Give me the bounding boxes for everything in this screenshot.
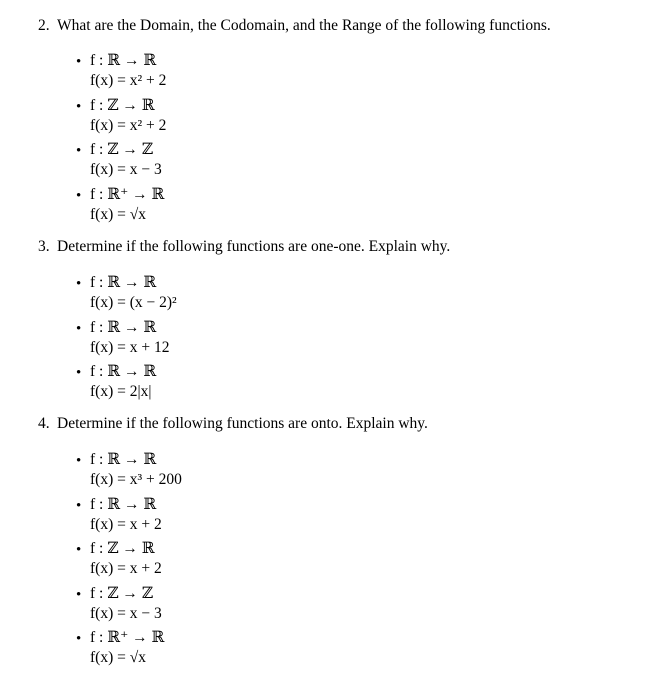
question-text: Determine if the following functions are one-one. Explain why. — [57, 238, 451, 255]
function-definition: f(x) = x³ + 200 — [90, 471, 182, 488]
question-number: 4. — [38, 415, 50, 432]
question-2-heading — [38, 17, 551, 35]
bullet-icon: • — [76, 631, 82, 647]
function-signature: f : ℝ → ℝ — [90, 274, 157, 291]
function-definition: f(x) = √x — [90, 205, 146, 223]
question-4-heading — [38, 415, 428, 433]
question-text: Determine if the following functions are onto. Explain why. — [57, 415, 428, 432]
function-definition: f(x) = x² + 2 — [90, 116, 167, 134]
function-signature: f : ℤ → ℝ — [90, 540, 155, 557]
bullet-icon: • — [76, 320, 82, 337]
function-definition: f(x) = x + 2 — [90, 560, 162, 577]
function-signature: f : ℝ → ℝ — [90, 451, 157, 468]
question-number: 3. — [38, 238, 50, 255]
function-signature: f : ℤ → ℤ — [90, 141, 154, 158]
function-signature: f : ℝ⁺ → ℝ — [90, 629, 165, 646]
function-signature: f : ℝ⁺ → ℝ — [90, 185, 165, 203]
bullet-icon: • — [76, 453, 82, 469]
function-signature: f : ℝ → ℝ — [90, 318, 157, 336]
bullet-icon: • — [76, 276, 82, 292]
bullet-icon: • — [76, 54, 82, 70]
function-signature: f : ℝ → ℝ — [90, 363, 157, 380]
bullet-icon: • — [76, 365, 82, 381]
bullet-icon: • — [76, 497, 82, 514]
function-signature: f : ℤ → ℝ — [90, 96, 155, 114]
bullet-icon: • — [76, 542, 82, 558]
function-signature: f : ℝ → ℝ — [90, 52, 157, 69]
bullet-icon: • — [76, 143, 82, 159]
function-definition: f(x) = x − 3 — [90, 161, 162, 178]
question-number: 2. — [38, 17, 50, 34]
bullet-icon: • — [76, 586, 82, 603]
function-definition: f(x) = x + 12 — [90, 338, 170, 356]
bullet-icon: • — [76, 187, 82, 204]
function-definition: f(x) = x − 3 — [90, 604, 162, 622]
function-definition: f(x) = √x — [90, 649, 146, 666]
function-definition: f(x) = (x − 2)² — [90, 294, 177, 311]
question-text: What are the Domain, the Codomain, and the Range of the following functions. — [57, 17, 551, 34]
function-signature: f : ℝ → ℝ — [90, 495, 157, 513]
function-definition: f(x) = x + 2 — [90, 515, 162, 533]
question-3-heading — [38, 238, 450, 256]
function-signature: f : ℤ → ℤ — [90, 584, 154, 602]
function-definition: f(x) = 2|x| — [90, 383, 152, 400]
bullet-icon: • — [76, 98, 82, 115]
function-definition: f(x) = x² + 2 — [90, 72, 167, 89]
